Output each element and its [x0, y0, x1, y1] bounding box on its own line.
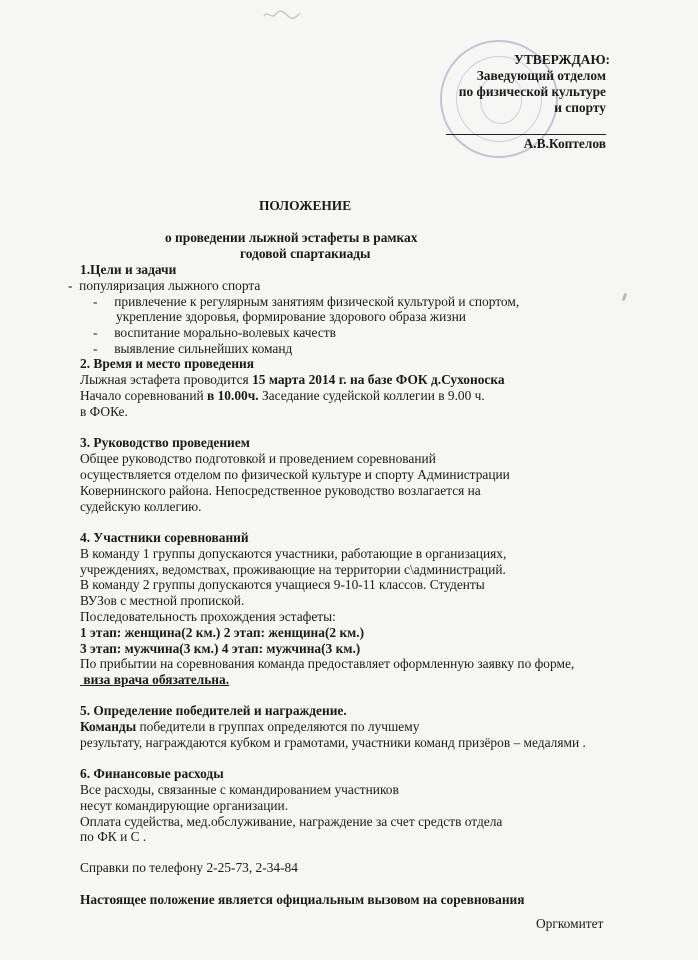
section-3-heading: 3. Руководство проведением: [80, 435, 250, 450]
event-date-place: 15 марта 2014 г. на базе ФОК д.Сухоноска: [252, 372, 505, 387]
section-3-line: Ковернинского района. Непосредственное руководство возлагается на: [80, 483, 481, 498]
list-item: - выявление сильнейших команд: [93, 341, 293, 356]
signatory-name: А.В.Коптелов: [446, 134, 606, 152]
list-item: - привлечение к регулярным занятиям физической культурой и спортом,: [93, 294, 520, 309]
section-3-line: судейскую коллегию.: [80, 499, 202, 514]
scan-mark-icon: [262, 8, 302, 22]
section-2-line: [80, 388, 485, 404]
stage-line: 1 этап: женщина(2 км.) 2 этап: женщина(2 км.): [80, 625, 365, 640]
approve-label: УТВЕРЖДАЮ:: [514, 52, 610, 67]
text: Заседание судейской коллегии в 9.00 ч.: [258, 388, 485, 403]
section-1-heading: 1.Цели и задачи: [80, 262, 177, 277]
section-6-line: по ФК и С .: [80, 829, 147, 844]
document-subtitle-line-2: годовой спартакиады: [240, 246, 371, 261]
official-call-note: Настоящее положение является официальным вызовом на соревнования: [80, 892, 525, 907]
position-line-2: по физической культуре: [458, 84, 606, 99]
start-time: в 10.00ч.: [207, 388, 259, 403]
section-6-line: Все расходы, связанные с командированием участников: [80, 782, 399, 797]
orgcommittee-signature: Оргкомитет: [536, 916, 604, 931]
text: Команды: [80, 719, 137, 734]
list-item: - популяризация лыжного спорта: [68, 278, 261, 293]
list-item: - воспитание морально-волевых качеств: [93, 325, 336, 340]
section-2-heading: 2. Время и место проведения: [80, 356, 255, 371]
position-line-1: Заведующий отделом: [476, 68, 606, 83]
section-6-line: Оплата судейства, мед.обслуживание, награждение за счет средств отдела: [80, 814, 503, 829]
text: Лыжная эстафета проводится: [80, 372, 253, 387]
section-4-line: учреждениях, ведомствах, проживающие на территории с\администраций.: [80, 562, 506, 577]
section-4-line: В команду 2 группы допускаются учащиеся 9-10-11 классов. Студенты: [80, 577, 485, 592]
list-item-text: популяризация лыжного спорта: [79, 278, 261, 293]
position-line-3: и спорту: [554, 100, 606, 115]
section-4-line: Последовательность прохождения эстафеты:: [80, 609, 336, 624]
text: победители в группах определяются по лучшему: [136, 719, 420, 734]
section-5-heading: 5. Определение победителей и награждение.: [80, 703, 347, 718]
section-3-line: Общее руководство подготовкой и проведением соревнований: [80, 451, 436, 466]
text: виза врача обязательна.: [83, 672, 230, 687]
section-2-line: в ФОКе.: [80, 404, 128, 419]
approval-block: [446, 52, 610, 152]
scan-speck: [622, 293, 628, 302]
section-6-line: несут командирующие организации.: [80, 798, 289, 813]
list-item-continuation: укрепление здоровья, формирование здорового образа жизни: [116, 309, 466, 324]
document-title: ПОЛОЖЕНИЕ: [259, 198, 352, 213]
section-6-heading: 6. Финансовые расходы: [80, 766, 224, 781]
section-2-line: [80, 372, 505, 388]
list-item-text: выявление сильнейших команд: [114, 341, 293, 356]
text: Начало соревнований: [80, 388, 207, 403]
section-4-line: По прибытии на соревнования команда предоставляет оформленную заявку по форме,: [80, 656, 575, 671]
list-item-text: воспитание морально-волевых качеств: [114, 325, 336, 340]
medical-visa-note: [80, 672, 229, 688]
list-item-text: привлечение к регулярным занятиям физической культурой и спортом,: [114, 294, 520, 309]
section-3-line: осуществляется отделом по физической культуре и спорту Администрации: [80, 467, 510, 482]
section-4-line: ВУЗов с местной пропиской.: [80, 593, 245, 608]
phone-info: Справки по телефону 2-25-73, 2-34-84: [80, 860, 298, 875]
section-5-line: [80, 719, 419, 735]
stage-line: 3 этап: мужчина(3 км.) 4 этап: мужчина(3 км.): [80, 641, 361, 656]
section-4-heading: 4. Участники соревнований: [80, 530, 249, 545]
section-5-line: результату, награждаются кубком и грамотами, участники команд призёров – медалями .: [80, 735, 586, 750]
section-4-line: В команду 1 группы допускаются участники, работающие в организациях,: [80, 546, 507, 561]
document-subtitle-line-1: о проведении лыжной эстафеты в рамках: [165, 230, 418, 245]
